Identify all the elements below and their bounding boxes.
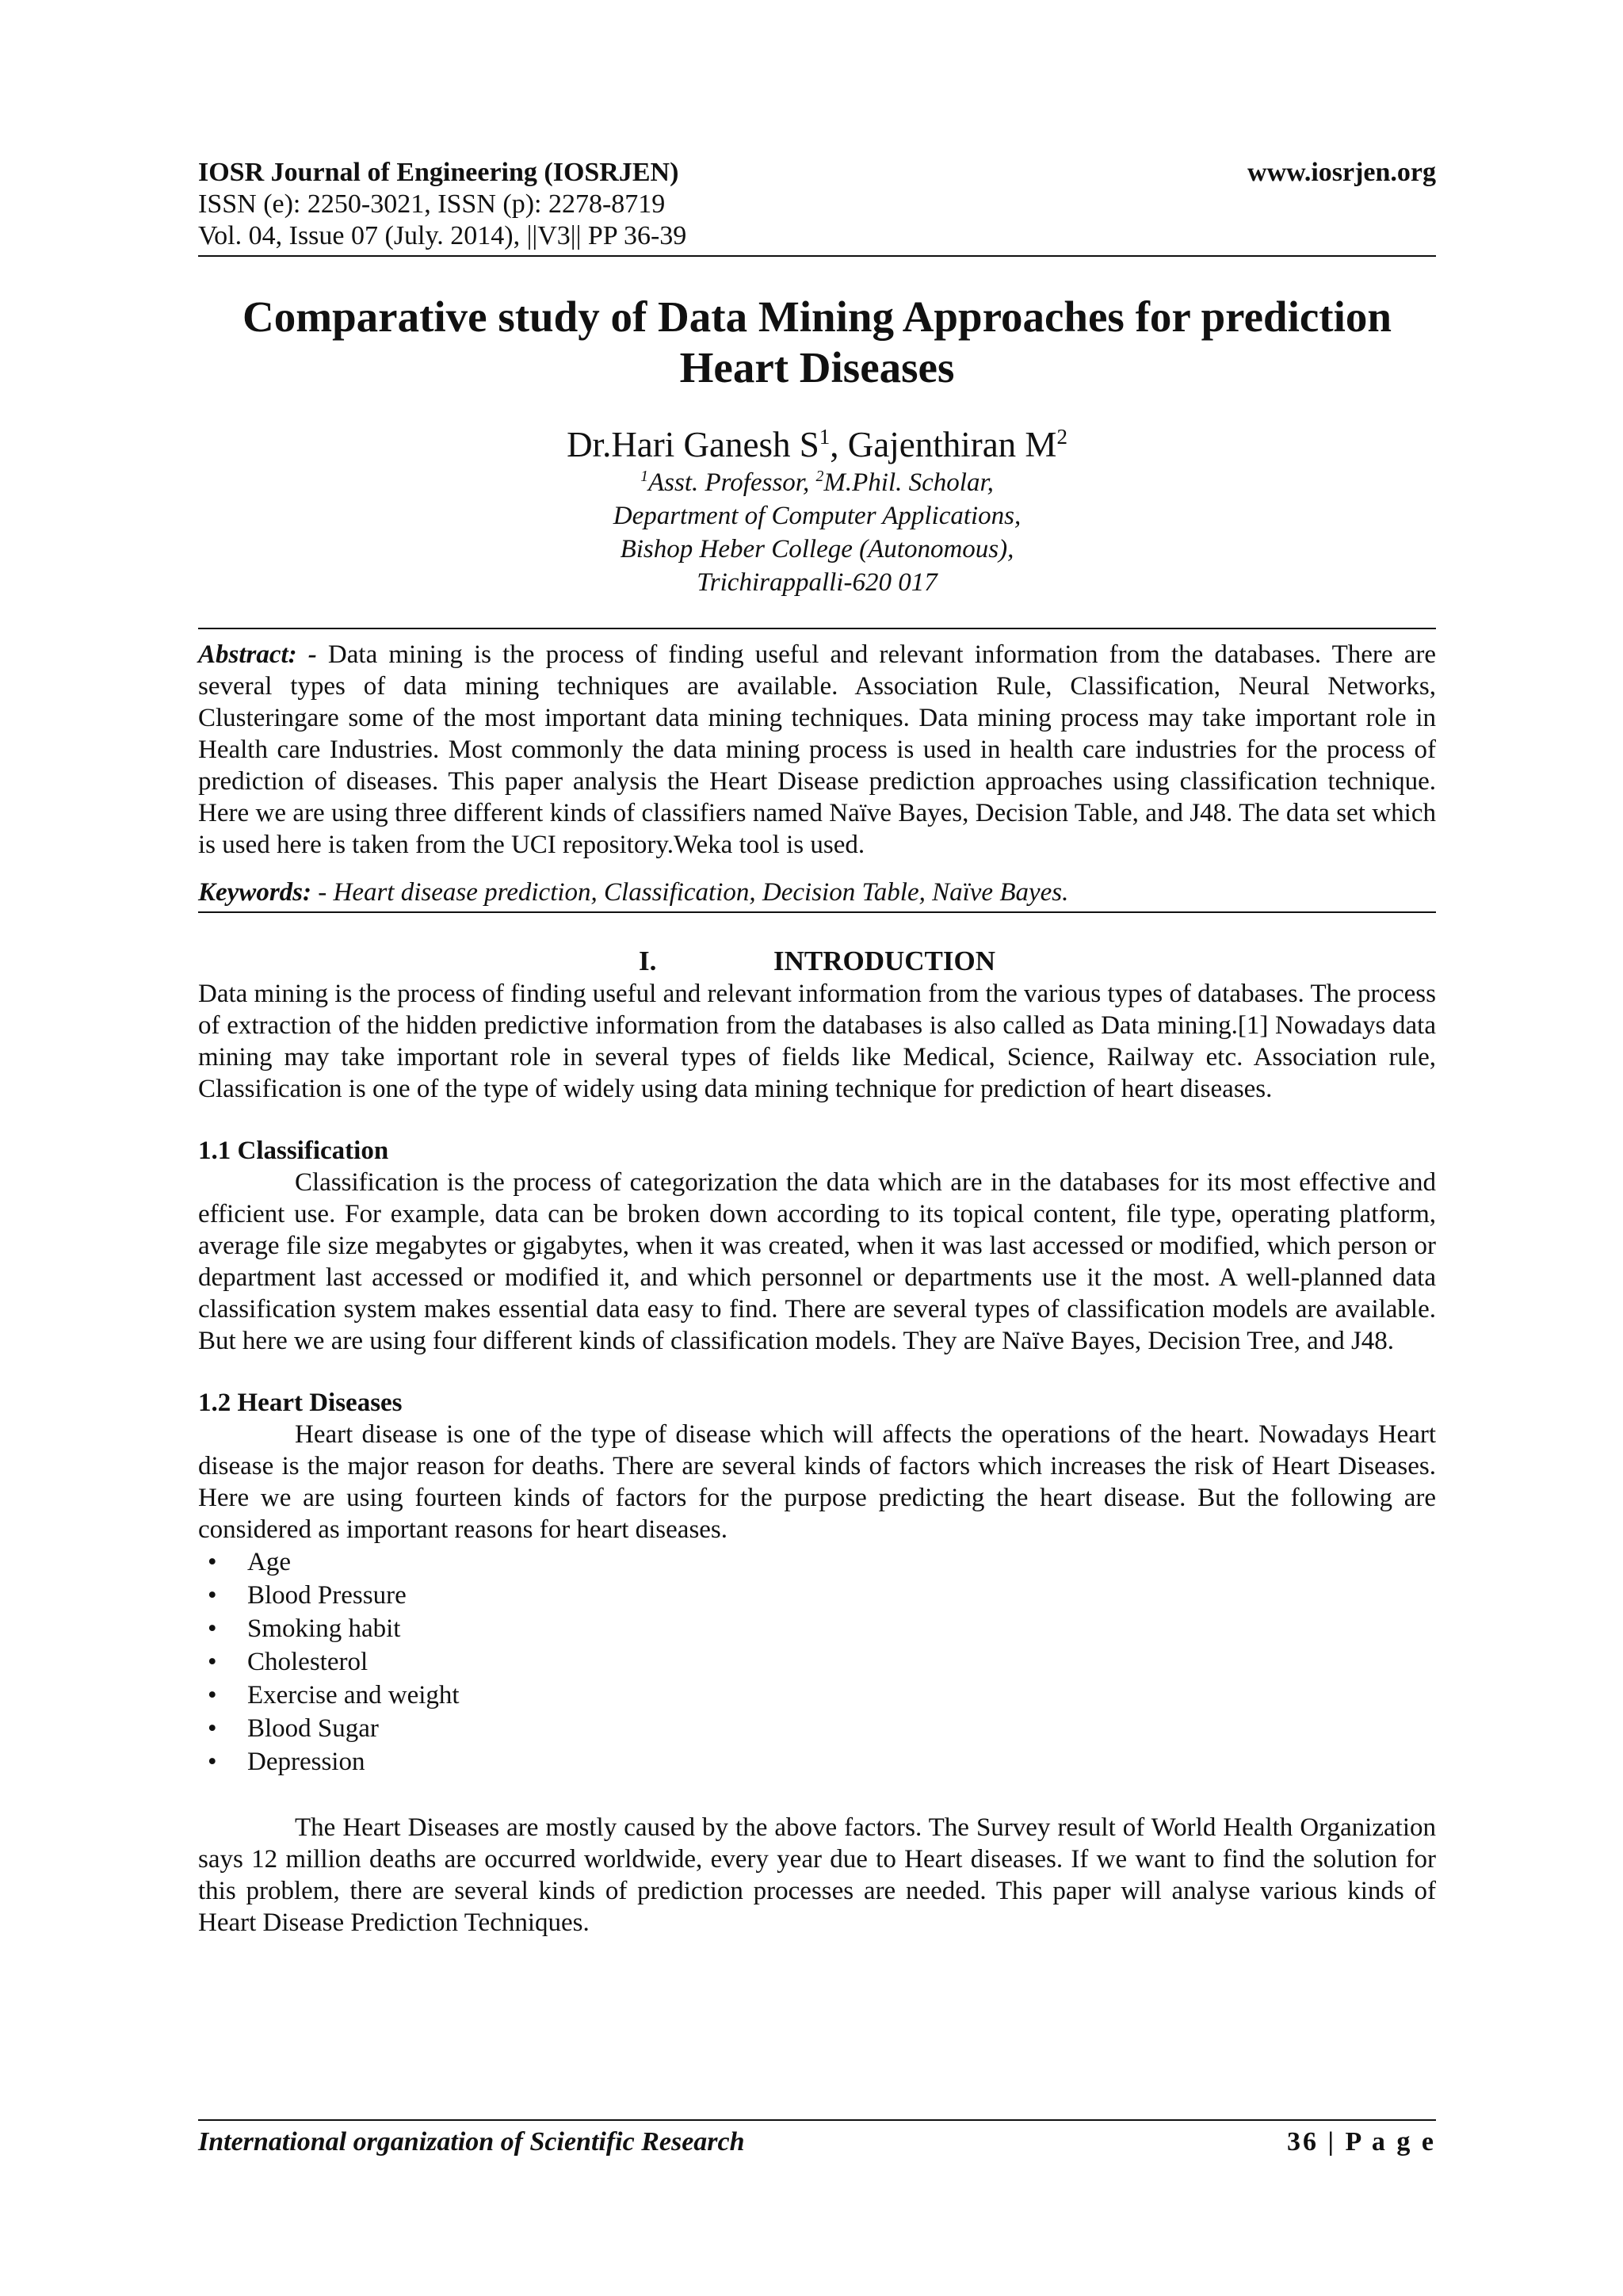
subsection-classification-heading: 1.1 Classification: [198, 1137, 389, 1165]
author-1-sup: 1: [819, 425, 831, 449]
abstract-top-rule: [198, 628, 1436, 629]
keywords-text: - Heart disease prediction, Classification, Decision Table, Naïve Bayes.: [311, 878, 1069, 907]
affiliation-city: Trichirappalli-620 017: [697, 568, 938, 597]
author-1: Dr.Hari Ganesh S: [567, 425, 819, 464]
introduction-paragraph: Data mining is the process of finding useful and relevant information from the various types of databases. The process of extraction of the hidden predictive information from the databases is also called as Data mining.[1] Nowadays data mining may take important role in several types of fields like Medical, Science, Railway etc. Association rule, Classification is one of the type of widely using data mining technique for prediction of heart diseases.: [198, 980, 1436, 1103]
journal-website[interactable]: www.iosrjen.org: [1247, 158, 1436, 187]
header-rule: [198, 255, 1436, 257]
affiliation-college: Bishop Heber College (Autonomous),: [620, 535, 1014, 563]
classification-paragraph: Classification is the process of categorization the data which are in the databases for its most effective and efficient use. For example, data can be broken down according to its topical content, file type, operating platform, average file size megabytes or gigabytes, when it was created, when it was last accessed or modified, which person or department last accessed or modified it, and which personnel or departments use it the most. A well-planned data classification system makes essential data easy to find. There are several types of classification models are available. But here we are using four different kinds of classification models. They are Naïve Bayes, Decision Tree, and J48.: [198, 1168, 1436, 1355]
abstract-label: Abstract: -: [198, 640, 317, 669]
list-item: [198, 1679, 1436, 1712]
closing-paragraph: The Heart Diseases are mostly caused by the above factors. The Survey result of World Health Organization says 12 million deaths are occurred worldwide, every year due to Heart diseases. If we want to find the solution for this problem, there are several kinds of prediction processes are needed. This paper will analyse various kinds of Heart Disease Prediction Techniques.: [198, 1813, 1436, 1937]
author-list: [198, 423, 1436, 466]
abstract: [198, 639, 1436, 861]
keywords-bottom-rule: [198, 911, 1436, 913]
list-item: [198, 1745, 1436, 1778]
role-2-sup: 2: [815, 468, 824, 485]
journal-name: IOSR Journal of Engineering (IOSRJEN): [198, 158, 679, 187]
author-2: Gajenthiran M: [847, 425, 1057, 464]
bullet-icon: •: [208, 1548, 217, 1576]
paper-title: [198, 292, 1436, 393]
footer-rule: [198, 2119, 1436, 2121]
page-number: 36 | P a g e: [1287, 2127, 1436, 2157]
role-1-sup: 1: [640, 468, 649, 485]
title-line-2: Heart Diseases: [679, 343, 955, 392]
author-2-sup: 2: [1056, 425, 1067, 449]
issn-line: ISSN (e): 2250-3021, ISSN (p): 2278-8719: [198, 189, 666, 219]
bullet-icon: •: [208, 1748, 217, 1776]
section-number: I.: [638, 946, 657, 976]
list-item: [198, 1545, 1436, 1579]
section-title: INTRODUCTION: [773, 946, 996, 976]
volume-line: Vol. 04, Issue 07 (July. 2014), ||V3|| PP 36-39: [198, 221, 687, 250]
title-line-1: Comparative study of Data Mining Approaches for prediction: [242, 292, 1392, 341]
affiliation: [198, 466, 1436, 599]
list-item-label: Blood Sugar: [247, 1714, 379, 1743]
list-item-label: Smoking habit: [247, 1614, 401, 1643]
affiliation-roles: [198, 466, 1436, 499]
list-item-label: Depression: [247, 1748, 365, 1776]
list-item: [198, 1712, 1436, 1745]
author-separator: ,: [830, 425, 848, 464]
list-item-label: Exercise and weight: [247, 1681, 460, 1710]
paper-page: [198, 157, 1436, 1939]
abstract-text: Data mining is the process of finding useful and relevant information from the databases. There are several types of data mining techniques are available. Association Rule, Classification, Neural Networks, Clusteringare some of the most important data mining techniques. Data mining process may take important role in Health care Industries. Most commonly the data mining process is used in health care industries for the process of prediction of diseases. This paper analysis the Heart Disease prediction approaches using classification technique. Here we are using three different kinds of classifiers named Naïve Bayes, Decision Table, and J48. The data set which is used here is taken from the UCI repository.Weka tool is used.: [198, 640, 1436, 859]
list-item: [198, 1645, 1436, 1679]
role-2: M.Phil. Scholar,: [823, 468, 994, 497]
bullet-icon: •: [208, 1614, 217, 1643]
affiliation-department: Department of Computer Applications,: [613, 502, 1022, 530]
risk-factor-list: [198, 1545, 1436, 1778]
keywords-label: Keywords:: [198, 878, 311, 907]
bullet-icon: •: [208, 1714, 217, 1743]
list-item-label: Age: [247, 1548, 291, 1576]
bullet-icon: •: [208, 1581, 217, 1610]
role-1: Asst. Professor,: [648, 468, 816, 497]
list-item: [198, 1579, 1436, 1612]
page-footer: [198, 2119, 1436, 2159]
bullet-icon: •: [208, 1681, 217, 1710]
list-item-label: Blood Pressure: [247, 1581, 407, 1610]
keywords: [198, 877, 1436, 908]
bullet-icon: •: [208, 1648, 217, 1676]
list-item-label: Cholesterol: [247, 1648, 369, 1676]
journal-header: [198, 157, 1436, 189]
subsection-heart-diseases-heading: 1.2 Heart Diseases: [198, 1389, 403, 1417]
list-item: [198, 1612, 1436, 1645]
heart-diseases-paragraph: Heart disease is one of the type of disease which will affects the operations of the heart. Nowadays Heart disease is the major reason for deaths. There are several kinds of factors which increases the risk of Heart Diseases. Here we are using fourteen kinds of factors for the purpose predicting the heart disease. But the following are considered as important reasons for heart diseases.: [198, 1420, 1436, 1544]
footer-organization: International organization of Scientific Research: [198, 2127, 745, 2157]
section-introduction-heading: [198, 945, 1436, 978]
